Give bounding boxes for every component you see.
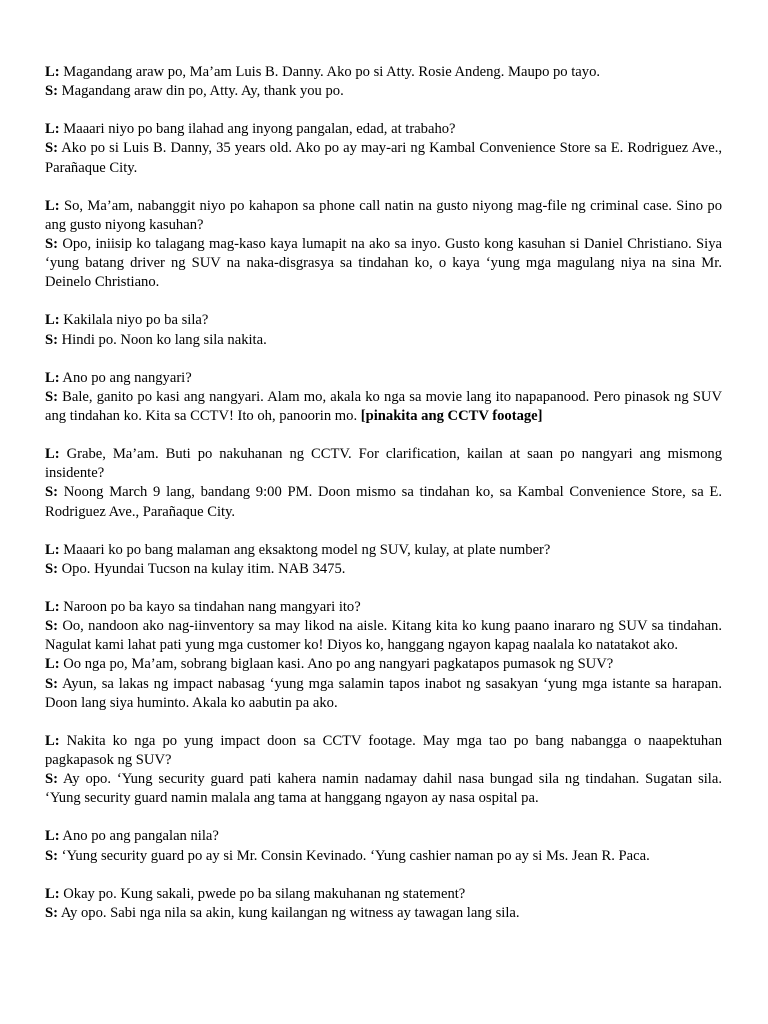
dialogue-line (45, 732, 722, 770)
exchange-identity (45, 120, 722, 178)
exchange-incident (45, 369, 722, 427)
dialogue-text: Oo nga po, Ma’am, sobrang biglaan kasi. Ano po ang nangyari pagkatapos pumasok ng SUV? (59, 656, 614, 673)
dialogue-text: Okay po. Kung sakali, pwede po ba silang makuhanan ng statement? (59, 885, 466, 902)
exchange-presence (45, 598, 722, 713)
dialogue-text: So, Ma’am, nabanggit niyo po kahapon sa phone call natin na gusto niyong mag-file ng criminal case. Sino po ang gusto niyong kasuhan? (45, 197, 722, 233)
dialogue-text: Bale, ganito po kasi ang nangyari. Alam mo, akala ko nga sa movie lang ito napapanood. Pero pinasok ng SUV ang tindahan ko. Kita sa CCTV! Ito oh, panoorin mo. (45, 388, 722, 425)
dialogue-line (45, 827, 722, 846)
dialogue-line (45, 445, 722, 483)
speaker-label: S: (45, 560, 58, 577)
dialogue-text: Magandang araw din po, Atty. Ay, thank you po. (57, 83, 344, 100)
dialogue-line (45, 369, 722, 388)
exchange-case (45, 197, 722, 293)
dialogue-line (45, 560, 722, 579)
dialogue-text: Ay opo. Sabi nga nila sa akin, kung kailangan ng witness ay tawagan lang sila. (57, 904, 520, 921)
dialogue-text: Maaari niyo po bang ilahad ang inyong pangalan, edad, at trabaho? (59, 121, 456, 138)
dialogue-line (45, 655, 722, 674)
speaker-label: S: (45, 771, 58, 788)
dialogue-line (45, 120, 722, 139)
dialogue-line (45, 483, 722, 521)
speaker-label: L: (45, 656, 60, 673)
dialogue-text: Naroon po ba kayo sa tindahan nang mangyari ito? (59, 598, 361, 615)
stage-direction: [pinakita ang CCTV footage] (360, 408, 543, 425)
speaker-label: L: (45, 64, 60, 80)
speaker-label: S: (45, 388, 58, 405)
dialogue-line (45, 847, 722, 866)
dialogue-text: ‘Yung security guard po ay si Mr. Consin Kevinado. ‘Yung cashier naman po ay si Ms. Jean R. Paca. (57, 847, 650, 864)
dialogue-line (45, 139, 722, 177)
exchange-date-place (45, 445, 722, 522)
speaker-label: S: (45, 847, 58, 864)
dialogue-text: Opo, iniisip ko talagang mag-kaso kaya lumapit na ako sa inyo. Gusto kong kasuhan si Daniel Christiano. Siya ‘yung batang driver ng SUV na naka-disgrasya sa tindahan ko, o kaya ‘yung mga magulang niya na sina Mr. Deinelo Christiano. (45, 236, 722, 291)
dialogue-line (45, 904, 722, 923)
dialogue-line (45, 311, 722, 330)
dialogue-line (45, 197, 722, 235)
speaker-label: L: (45, 598, 60, 615)
speaker-label: L: (45, 197, 60, 214)
speaker-label: L: (45, 541, 60, 558)
dialogue-text: Ano po ang nangyari? (59, 369, 192, 386)
dialogue-line (45, 388, 722, 426)
dialogue-line (45, 598, 722, 617)
dialogue-line (45, 885, 722, 904)
speaker-label: L: (45, 312, 60, 329)
dialogue-text: Noong March 9 lang, bandang 9:00 PM. Doon mismo sa tindahan ko, sa Kambal Convenience Store, sa E. Rodriguez Ave., Parañaque City. (45, 484, 722, 520)
speaker-label: S: (45, 331, 58, 348)
speaker-label: S: (45, 484, 58, 501)
dialogue-text: Hindi po. Noon ko lang sila nakita. (57, 331, 267, 348)
exchange-vehicle (45, 541, 722, 579)
exchange-names (45, 827, 722, 865)
dialogue-text: Ay opo. ‘Yung security guard pati kahera namin nadamay dahil nasa bungad sila ng tindahan. Sugatan sila. ‘Yung security guard namin malala ang tama at hanggang ngayon ay nasa ospital pa. (45, 771, 722, 807)
speaker-label: L: (45, 369, 60, 386)
speaker-label: S: (45, 904, 58, 921)
dialogue-text: Oo, nandoon ako nag-iinventory sa may likod na aisle. Kitang kita ko kung paano inararo ng SUV sa tindahan. Nagulat kami lahat pati yung mga customer ko! Diyos ko, hanggang ngayon kapag naalala ko natatakot ako. (45, 618, 722, 654)
speaker-label: L: (45, 446, 60, 463)
speaker-label: L: (45, 121, 60, 138)
dialogue-text: Ano po ang pangalan nila? (59, 828, 219, 845)
dialogue-line (45, 63, 722, 82)
speaker-label: L: (45, 885, 60, 902)
exchange-statement (45, 885, 722, 923)
dialogue-text: Kakilala niyo po ba sila? (59, 312, 209, 329)
dialogue-text: Magandang araw po, Ma’am Luis B. Danny. Ako po si Atty. Rosie Andeng. Maupo po tayo. (59, 64, 601, 80)
dialogue-line (45, 617, 722, 655)
dialogue-text: Nakita ko nga po yung impact doon sa CCTV footage. May mga tao po bang nabangga o naapektuhan pagkapasok ng SUV? (45, 732, 722, 769)
speaker-label: L: (45, 828, 60, 845)
dialogue-text: Ako po si Luis B. Danny, 35 years old. Ako po ay may-ari ng Kambal Convenience Store sa E. Rodriguez Ave., Parañaque City. (45, 140, 722, 176)
speaker-label: S: (45, 618, 58, 635)
dialogue-text: Maaari ko po bang malaman ang eksaktong model ng SUV, kulay, at plate number? (59, 541, 551, 558)
transcript-page (45, 63, 722, 942)
dialogue-line (45, 541, 722, 560)
speaker-label: L: (45, 732, 60, 749)
dialogue-line (45, 770, 722, 808)
speaker-label: S: (45, 236, 58, 253)
speaker-label: S: (45, 83, 58, 100)
dialogue-line (45, 675, 722, 713)
exchange-acquaintance (45, 311, 722, 349)
dialogue-text: Opo. Hyundai Tucson na kulay itim. NAB 3475. (57, 560, 346, 577)
exchange-injuries (45, 732, 722, 809)
speaker-label: S: (45, 140, 58, 157)
dialogue-line (45, 331, 722, 350)
speaker-label: S: (45, 675, 58, 692)
dialogue-line (45, 235, 722, 293)
dialogue-text: Ayun, sa lakas ng impact nabasag ‘yung mga salamin tapos inabot ng sasakyan ‘yung mga istante sa harapan. Doon lang siya huminto. Akala ko aabutin pa ako. (45, 675, 722, 711)
dialogue-line (45, 82, 722, 101)
dialogue-text: Grabe, Ma’am. Buti po nakuhanan ng CCTV. For clarification, kailan at saan po nangyari ang mismong insidente? (45, 446, 722, 482)
exchange-greeting (45, 63, 722, 101)
